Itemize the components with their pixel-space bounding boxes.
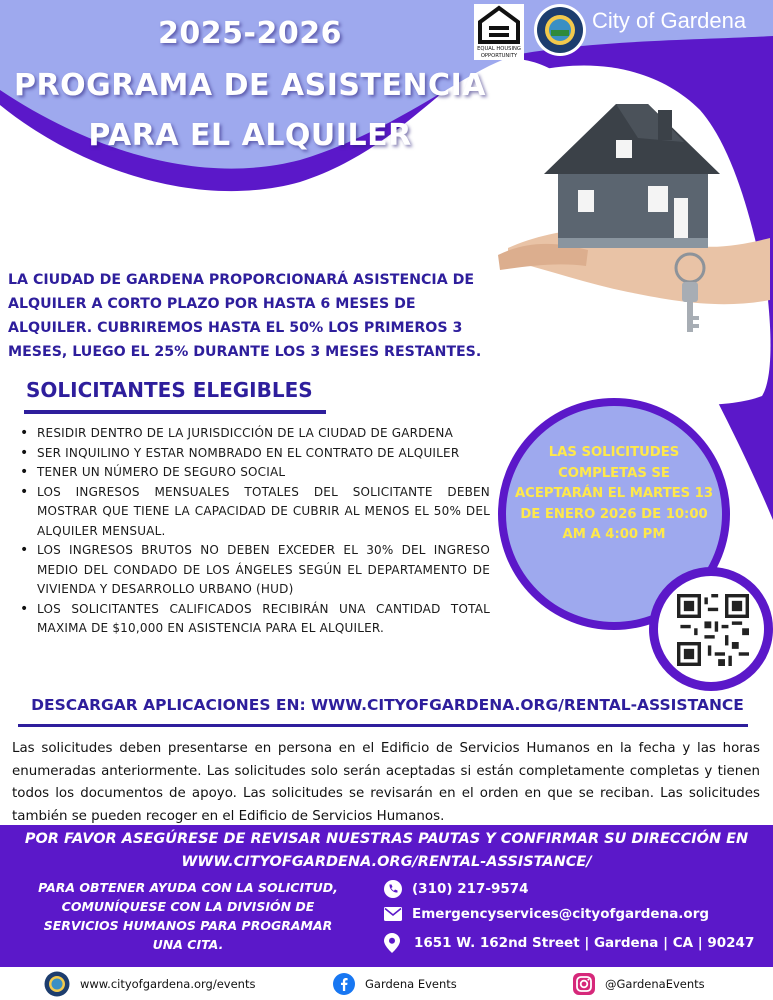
email-icon <box>384 907 402 921</box>
facebook-icon <box>333 973 355 995</box>
guidelines-note-url[interactable]: WWW.CITYOFGARDENA.ORG/RENTAL-ASSISTANCE/ <box>181 854 592 870</box>
email-contact[interactable] <box>384 906 709 922</box>
eligibility-heading: SOLICITANTES ELEGIBLES <box>26 378 313 402</box>
eligibility-item: • TENER UN NÚMERO DE SEGURO SOCIAL <box>18 463 490 483</box>
footer-instagram[interactable] <box>573 968 705 1000</box>
city-seal-small-icon <box>44 971 70 997</box>
title-line-2: PROGRAMA DE ASISTENCIA <box>14 68 486 103</box>
street-address: 1651 W. 162nd Street | Gardena | CA | 90247 <box>414 935 755 951</box>
email-address: Emergencyservices@cityofgardena.org <box>412 906 710 922</box>
phone-contact[interactable] <box>384 880 529 898</box>
equal-housing-logo <box>474 4 524 60</box>
eligibility-item: • SER INQUILINO Y ESTAR NOMBRADO EN EL CONTRATO DE ALQUILER <box>18 444 490 464</box>
instagram-icon <box>573 973 595 995</box>
location-pin-icon <box>384 933 400 953</box>
footer-instagram-text: @GardenaEvents <box>605 977 705 991</box>
city-seal-icon <box>533 3 587 57</box>
footer-website[interactable] <box>44 968 255 1000</box>
footer-website-text: www.cityofgardena.org/events <box>80 977 256 991</box>
guidelines-note-line1: POR FAVOR ASEGÚRESE DE REVISAR NUESTRAS PAUTAS Y CONFIRMAR SU DIRECCIÓN EN <box>24 831 749 847</box>
footer-facebook-text: Gardena Events <box>365 977 457 991</box>
instructions-paragraph: Las solicitudes deben presentarse en persona en el Edificio de Servicios Humanos en la fecha y las horas enumeradas anteriormente. Las solicitudes solo serán aceptadas si están completamente completas y tienen todos los documentos de apoyo. Las solicitudes se revisarán en el orden en que se reciban. Las solicitudes también se pueden recoger en el Edificio de Servicios Humanos. <box>12 741 760 824</box>
eligibility-item: • LOS INGRESOS BRUTOS NO DEBEN EXCEDER EL 30% DEL INGRESO MEDIO DEL CONDADO DE LOS ÁNGELES SEGÚN EL DEPARTAMENTO DE VIVIENDA Y DESARROLLO URBANO (HUD) <box>18 541 490 600</box>
eligibility-divider <box>24 410 326 414</box>
city-name: City of Gardena <box>592 8 747 33</box>
eligibility-item: • LOS INGRESOS MENSUALES TOTALES DEL SOLICITANTE DEBEN MOSTRAR QUE TIENE LA CAPACIDAD DE CUBRIR AL MENOS EL 50% DEL ALQUILER MENSUAL. <box>18 483 490 542</box>
house-in-hand-image <box>488 70 770 398</box>
title-line-3: PARA EL ALQUILER <box>88 118 412 153</box>
download-link-text[interactable]: DESCARGAR APLICACIONES EN: WWW.CITYOFGARDENA.ORG/RENTAL-ASSISTANCE <box>31 696 744 714</box>
download-divider <box>18 724 748 727</box>
svg-text:EQUAL HOUSING: EQUAL HOUSING <box>477 46 521 52</box>
eligibility-list <box>18 424 490 639</box>
eligibility-item: • RESIDIR DENTRO DE LA JURISDICCIÓN DE LA CIUDAD DE GARDENA <box>18 424 490 444</box>
phone-icon <box>384 880 402 898</box>
title-year: 2025-2026 <box>158 16 342 51</box>
eligibility-item: • LOS SOLICITANTES CALIFICADOS RECIBIRÁN UNA CANTIDAD TOTAL MAXIMA DE $10,000 EN ASISTENCIA PARA EL ALQUILER. <box>18 600 490 639</box>
date-notice-text: LAS SOLICITUDES COMPLETAS SE ACEPTARÁN EL MARTES 13 DE ENERO 2026 DE 10:00 AM A 4:00 PM <box>514 445 714 542</box>
address-contact[interactable] <box>384 933 754 953</box>
qr-code-icon[interactable] <box>677 594 749 666</box>
guidelines-note <box>8 828 765 874</box>
svg-text:OPPORTUNITY: OPPORTUNITY <box>480 53 518 59</box>
help-text: PARA OBTENER AYUDA CON LA SOLICITUD, COMUNÍQUESE CON LA DIVISIÓN DE SERVICIOS HUMANOS PARA PROGRAMAR UNA CITA. <box>38 880 338 952</box>
intro-text: LA CIUDAD DE GARDENA PROPORCIONARÁ ASISTENCIA DE ALQUILER A CORTO PLAZO POR HASTA 6 MESES DE ALQUILER. CUBRIREMOS HASTA EL 50% LOS PRIMEROS 3 MESES, LUEGO EL 25% DURANTE LOS 3 MESES RESTANTES. <box>8 272 482 360</box>
footer-facebook[interactable] <box>333 968 457 1000</box>
phone-number: (310) 217-9574 <box>412 881 529 897</box>
